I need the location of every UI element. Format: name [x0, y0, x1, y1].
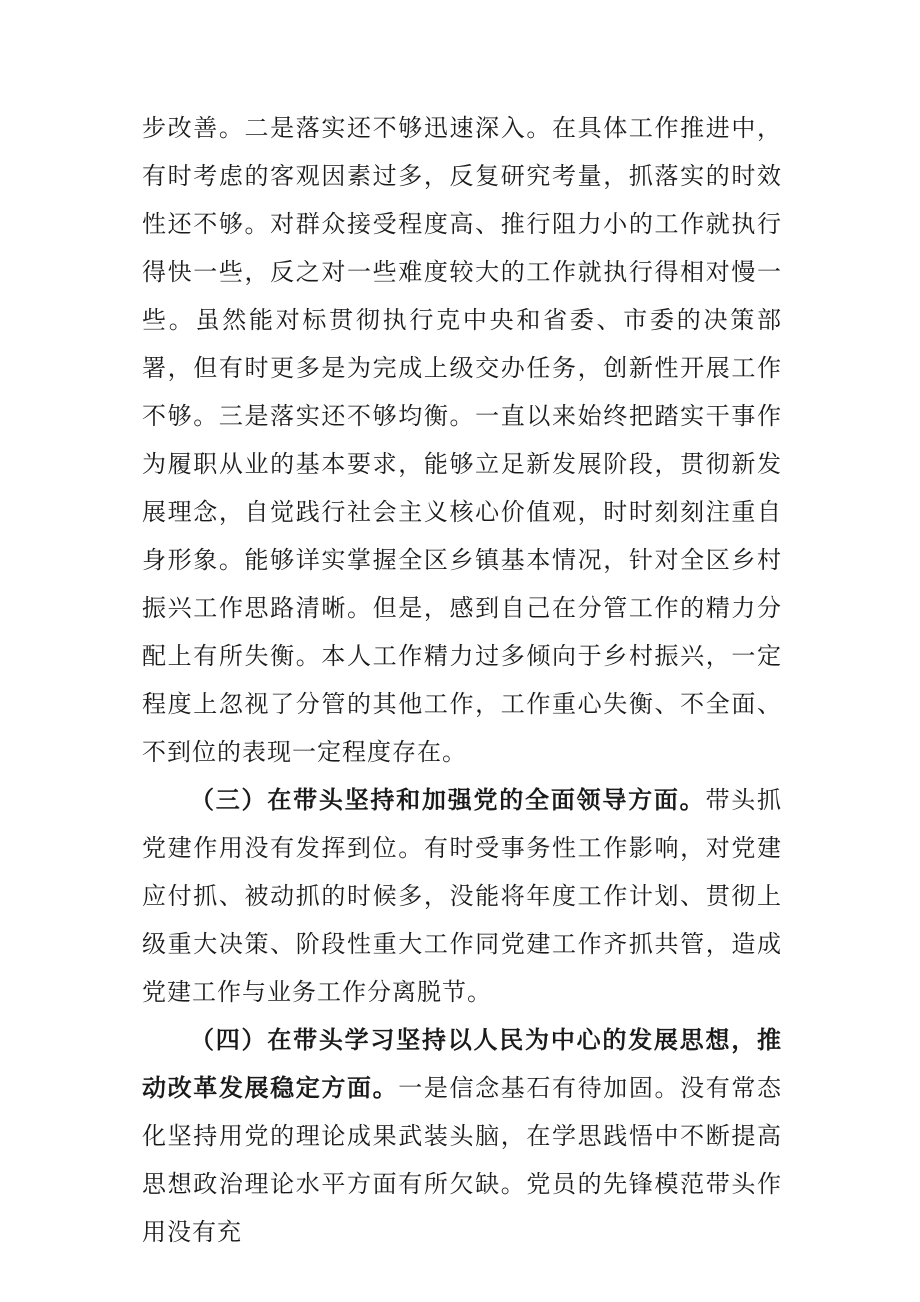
paragraph-continuation: 步改善。二是落实还不够迅速深入。在具体工作推进中，有时考虑的客观因素过多，反复研究考量，抓落实的时效性还不够。对群众接受程度高、推行阻力小的工作就执行得快一些，反之对一些难度较大的工作就执行得相对慢一些。虽然能对标贯彻执行克中央和省委、市委的决策部署，但有时更多是为完成上级交办任务，创新性开展工作不够。三是落实还不够均衡。一直以来始终把踏实干事作为履职从业的基本要求，能够立足新发展阶段，贯彻新发展理念，自觉践行社会主义核心价值观，时时刻刻注重自身形象。能够详实掌握全区乡镇基本情况，针对全区乡村振兴工作思路清晰。但是，感到自己在分管工作的精力分配上有所失衡。本人工作精力过多倾向于乡村振兴，一定程度上忽视了分管的其他工作，工作重心失衡、不全面、不到位的表现一定程度存在。	[142, 114, 782, 766]
section-4-body: 一是信念基石有待加固。没有常态化坚持用党的理论成果武装头脑，在学思践悟中不断提高思想政治理论水平方面有所欠缺。党员的先锋模范带头作用没有充	[142, 1074, 782, 1246]
document-body	[142, 104, 782, 1256]
section-3-heading: （三）在带头坚持和加强党的全面领导方面。	[190, 786, 706, 814]
section-4-paragraph	[142, 1016, 782, 1256]
section-3-paragraph	[142, 776, 782, 1016]
section-4-heading: （四）在带头学习坚持以人民为中心的发展思想，推动改革发展稳定方面。	[142, 1026, 782, 1102]
section-3-body: 带头抓党建作用没有发挥到位。有时受事务性工作影响，对党建应付抓、被动抓的时候多，没能将年度工作计划、贯彻上级重大决策、阶段性重大工作同党建工作齐抓共管，造成党建工作与业务工作分离脱节。	[142, 786, 782, 1006]
